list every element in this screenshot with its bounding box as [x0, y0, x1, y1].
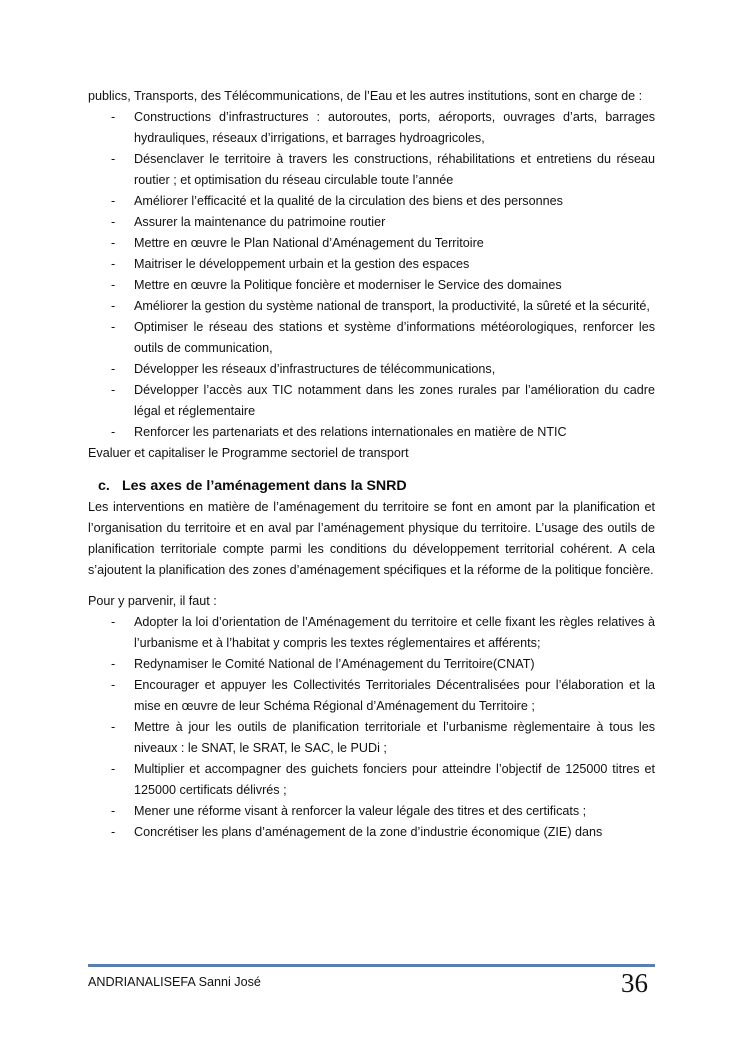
page-body [88, 86, 655, 843]
dash-bullet: - [111, 425, 116, 439]
list-item: - Encourager et appuyer les Collectivités Territoriales Décentralisées pour l’élaboration et la mise en œuvre de leur Schéma Régional d’Aménagement du Territoire ; [88, 675, 655, 717]
dash-bullet: - [111, 804, 116, 818]
list-item: - Mettre à jour les outils de planification territoriale et l’urbanisme règlementaire à tous les niveaux : le SNAT, le SRAT, le SAC, le PUDi ; [88, 717, 655, 759]
page-number: 36 [621, 968, 648, 998]
list-item: - Assurer la maintenance du patrimoine routier [88, 212, 655, 233]
responsibilities-list [88, 107, 655, 443]
dash-bullet: - [111, 383, 116, 397]
dash-bullet: - [111, 320, 116, 334]
list-item: - Améliorer l’efficacité et la qualité de la circulation des biens et des personnes [88, 191, 655, 212]
dash-bullet: - [111, 257, 116, 271]
list-item: - Redynamiser le Comité National de l’Aménagement du Territoire(CNAT) [88, 654, 655, 675]
list-item: - Maitriser le développement urbain et la gestion des espaces [88, 254, 655, 275]
list-item: - Désenclaver le territoire à travers les constructions, réhabilitations et entretiens du réseau routier ; et optimisation du réseau circulable toute l’année [88, 149, 655, 191]
section-heading [88, 475, 655, 497]
dash-bullet: - [111, 720, 116, 734]
section-paragraph: Les interventions en matière de l’aménagement du territoire se font en amont par la planification et l’organisation du territoire et en aval par l’aménagement physique du territoire. L’usage des outils de planification territoriale compte parmi les conditions du développement territorial cohérent. A cela s’ajoutent la planification des zones d’aménagement spécifiques et la réforme de la politique foncière. [88, 500, 655, 577]
list-item: - Concrétiser les plans d’aménagement de la zone d’industrie économique (ZIE) dans [88, 822, 655, 843]
list-item: - Optimiser le réseau des stations et système d’informations météorologiques, renforcer les outils de communication, [88, 317, 655, 359]
dash-bullet: - [111, 278, 116, 292]
dash-bullet: - [111, 362, 116, 376]
dash-bullet: - [111, 236, 116, 250]
dash-bullet: - [111, 678, 116, 692]
list-item: - Constructions d’infrastructures : autoroutes, ports, aéroports, ouvrages d’arts, barrages hydrauliques, réseaux d’irrigations, et barrages hydroagricoles, [88, 107, 655, 149]
footer-divider [88, 964, 655, 967]
dash-bullet: - [111, 110, 116, 124]
dash-bullet: - [111, 825, 116, 839]
list-item: - Mettre en œuvre la Politique foncière et moderniser le Service des domaines [88, 275, 655, 296]
section-letter: c. [98, 478, 110, 494]
dash-bullet: - [111, 215, 116, 229]
dash-bullet: - [111, 194, 116, 208]
dash-bullet: - [111, 152, 116, 166]
dash-bullet: - [111, 615, 116, 629]
footer-author: ANDRIANALISEFA Sanni José [88, 975, 261, 989]
list-item: - Adopter la loi d’orientation de l’Aménagement du territoire et celle fixant les règles relatives à l’urbanisme et à l’habitat y compris les textes réglementaires et afférents; [88, 612, 655, 654]
intro-paragraph: publics, Transports, des Télécommunications, de l’Eau et les autres institutions, sont en charge de : [88, 89, 643, 103]
list-item: - Améliorer la gestion du système national de transport, la productivité, la sûreté et la sécurité, [88, 296, 655, 317]
closing-line: Evaluer et capitaliser le Programme sectoriel de transport [88, 446, 409, 460]
section-title: Les axes de l’aménagement dans la SNRD [122, 478, 407, 494]
dash-bullet: - [111, 657, 116, 671]
list-item: - Mener une réforme visant à renforcer la valeur légale des titres et des certificats ; [88, 801, 655, 822]
actions-list-b [88, 675, 655, 843]
lead-in-text: Pour y parvenir, il faut : [88, 594, 217, 608]
dash-bullet: - [111, 762, 116, 776]
actions-list-a [88, 612, 655, 675]
dash-bullet: - [111, 299, 116, 313]
list-item: - Multiplier et accompagner des guichets fonciers pour atteindre l’objectif de 125000 titres et 125000 certificats délivrés ; [88, 759, 655, 801]
list-item: - Mettre en œuvre le Plan National d’Aménagement du Territoire [88, 233, 655, 254]
list-item: - Renforcer les partenariats et des relations internationales en matière de NTIC [88, 422, 655, 443]
list-item: - Développer les réseaux d’infrastructures de télécommunications, [88, 359, 655, 380]
list-item: - Développer l’accès aux TIC notamment dans les zones rurales par l’amélioration du cadre légal et réglementaire [88, 380, 655, 422]
